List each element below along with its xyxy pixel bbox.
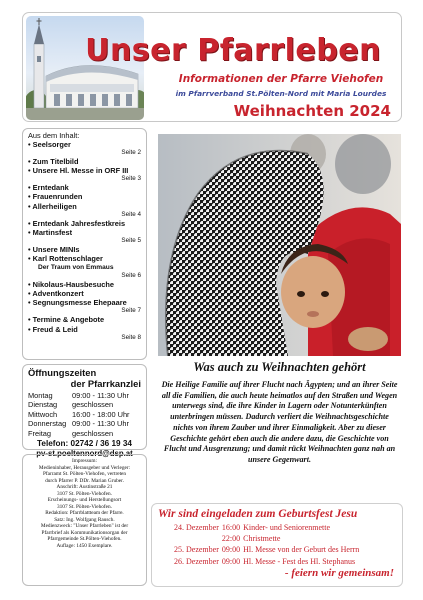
toc-item[interactable]: • Erntedank Jahresfestkreis — [28, 219, 141, 228]
office-hours-subtitle: der Pfarrkanzlei — [70, 377, 141, 389]
toc-page: Seite 6 — [121, 272, 141, 280]
service-date: 25. Dezember — [174, 545, 219, 555]
toc-item[interactable]: • Termine & Angebote — [28, 315, 141, 324]
hours-time: 09:00 - 11:30 Uhr — [72, 391, 129, 400]
hours-day: Dienstag — [28, 400, 58, 410]
toc-item[interactable]: • Unsere Hl. Messe in ORF III — [28, 166, 141, 175]
imprint-line: Medieninhaber, Herausgeber und Verleger: — [38, 464, 131, 471]
mother-child-photo — [158, 134, 401, 356]
newsletter-subtitle: Informationen der Pfarre Viehofen — [178, 73, 384, 85]
hours-row — [28, 410, 130, 419]
hours-time: 09:00 - 11:30 Uhr — [72, 419, 129, 429]
service-time: 09:00 — [221, 556, 241, 566]
phone-number[interactable]: Telefon: 02742 / 36 19 34 — [37, 439, 132, 449]
church-photo — [26, 16, 144, 120]
imprint-line: 3107 St. Pölten-Viehofen. — [57, 490, 112, 497]
toc-item[interactable]: • Segnungsmesse Ehepaare — [28, 298, 141, 307]
christmas-services-title: Wir sind eingeladen zum Geburtsfest Jesu — [158, 508, 358, 520]
christmas-services-footer: - feiern wir gemeinsam! — [284, 566, 394, 579]
imprint-line: Redaktion: Pfarrblattteam der Pfarre. — [45, 510, 124, 516]
service-row — [174, 522, 362, 533]
hours-time: 16:00 - 18:00 Uhr — [72, 409, 130, 419]
hours-row — [28, 419, 130, 428]
imprint-line: Satz: Ing. Wolfgang Rausch. — [54, 516, 115, 523]
office-hours-box — [22, 364, 147, 458]
service-date: 26. Dezember — [174, 556, 219, 566]
toc-page: Seite 3 — [121, 175, 141, 183]
office-hours-title: Öffnungszeiten — [28, 367, 97, 378]
imprint-line: Medienzweck: "Unser Pfarrleben" ist der — [40, 523, 129, 529]
hours-day: Donnerstag — [28, 419, 67, 429]
service-time: 09:00 — [221, 545, 241, 555]
toc-item[interactable]: • Martinsfest — [28, 228, 141, 237]
table-of-contents — [22, 128, 147, 360]
imprint-line: Impressum: — [71, 458, 97, 464]
christmas-services-box — [151, 503, 403, 587]
christmas-services-table — [174, 522, 362, 567]
toc-item[interactable]: • Freud & Leid — [28, 325, 141, 334]
toc-item[interactable]: • Erntedank — [28, 183, 141, 192]
hours-time: geschlossen — [72, 400, 114, 410]
article-body: Die Heilige Familie auf ihrer Flucht nach Ägypten; und an ihrer Seite all die Familien, die auch heute heimatlos auf den Straßen und Wegen unterwegs sind, die ihre Kinder in Lagern oder Notunterkünften unterbringen müssen. Dadurch verliert die Weihnachtsgeschichte nichts von ihrem Zauber und ihrer Einmaligkeit. Aber zu dieser Geschichte gehört eben auch die andere dazu, die Geschichte von Flucht und Ausgrenzung; und damit rückt Weihnachten ganz nah an unsere Gegenwart. — [161, 380, 398, 464]
email-address[interactable]: pv-st.poeltennord@dsp.at — [36, 448, 133, 458]
toc-item[interactable]: • Seelsorger — [28, 140, 141, 149]
hours-time: geschlossen — [72, 428, 114, 438]
newsletter-title: Unser Pfarrleben — [85, 33, 381, 68]
service-row — [174, 556, 362, 567]
toc-subitem[interactable]: Der Traum von Emmaus — [38, 264, 114, 272]
hours-day: Montag — [28, 391, 53, 400]
imprint-line: Pfarrbrief als Kommunikationsorgan der — [41, 529, 128, 536]
service-time: 16:00 — [221, 523, 241, 532]
toc-page: Seite 7 — [121, 307, 141, 315]
toc-page: Seite 8 — [121, 333, 141, 341]
office-hours-table — [28, 391, 130, 438]
article-title: Was auch zu Weihnachten gehört — [193, 360, 366, 374]
toc-page: Seite 2 — [121, 149, 141, 157]
imprint-line: Pfarramt St. Pölten-Viehofen, vertreten — [42, 471, 127, 477]
imprint-box — [22, 454, 147, 586]
service-row — [174, 544, 362, 555]
toc-page: Seite 4 — [121, 210, 141, 218]
service-desc: Hl. Messe - Fest des Hl. Stephanus — [243, 556, 356, 566]
service-row — [174, 533, 362, 544]
service-desc: Hl. Messe von der Geburt des Herrn — [243, 545, 360, 555]
hours-row — [28, 400, 130, 409]
imprint-line: Erscheinungs- und Herstellungsort — [47, 497, 122, 503]
service-time: 22:00 — [221, 534, 241, 544]
parish-association-line: im Pfarrverband St.Pölten-Nord mit Maria Lourdes — [175, 89, 387, 98]
hours-row — [28, 391, 130, 400]
hours-day: Mittwoch — [28, 409, 58, 419]
toc-item[interactable]: • Unsere MINIs — [28, 245, 141, 254]
service-date — [174, 533, 222, 544]
toc-item[interactable]: • Karl Rottenschlager — [28, 254, 141, 263]
masthead — [22, 12, 402, 122]
service-date: 24. Dezember — [174, 523, 219, 532]
edition-label: Weihnachten 2024 — [233, 102, 391, 120]
toc-item[interactable]: • Nikolaus-Hausbesuche — [28, 280, 141, 289]
imprint-line: Anschrift: Austinstraße 21 — [56, 484, 113, 490]
imprint-line: durch Pfarrer P. DDr. Marian Gruber. — [45, 477, 124, 484]
toc-item[interactable]: • Frauenrunden — [28, 192, 141, 201]
service-desc: Christmette — [243, 534, 281, 544]
hours-row — [28, 429, 130, 438]
service-desc: Kinder- und Seniorenmette — [243, 523, 331, 532]
imprint-line: Pfarrgemeinde St.Pölten-Viehofen. — [47, 536, 122, 542]
toc-heading: Aus dem Inhalt: — [28, 131, 80, 140]
toc-item[interactable]: • Adventkonzert — [28, 289, 141, 298]
hours-day: Freitag — [28, 428, 52, 438]
toc-page: Seite 5 — [121, 236, 141, 244]
imprint-line: Auflage: 1450 Exemplare. — [56, 542, 113, 549]
toc-item[interactable]: • Zum Titelbild — [28, 157, 141, 166]
imprint-line: 3107 St. Pölten-Viehofen. — [57, 503, 112, 510]
toc-item[interactable]: • Allerheiligen — [28, 202, 141, 211]
